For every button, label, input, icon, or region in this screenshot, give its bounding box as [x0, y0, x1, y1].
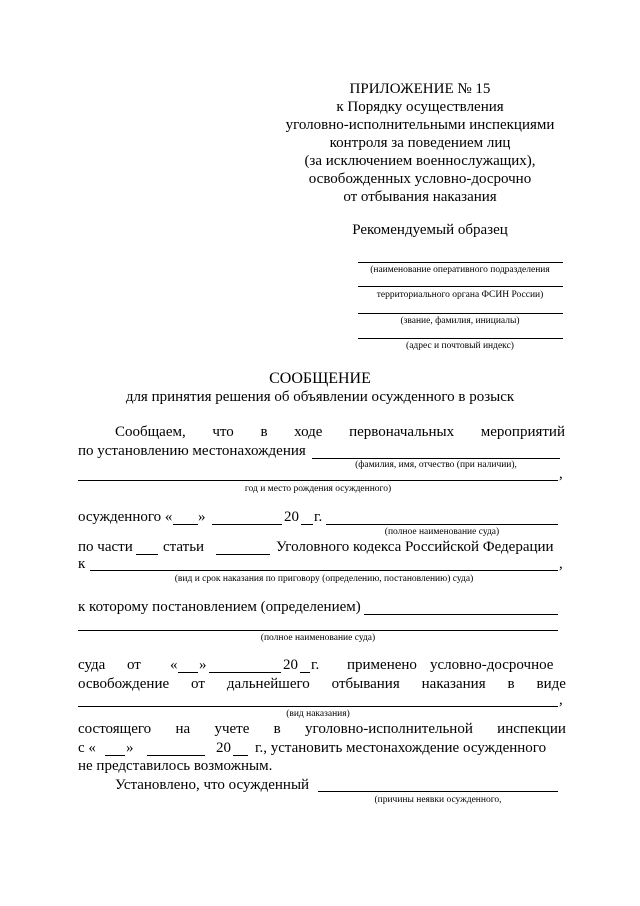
field-caption: (фамилия, имя, отчество (при наличии), — [355, 460, 517, 470]
field-line — [358, 338, 563, 339]
sample-label: Рекомендуемый образец — [352, 222, 508, 238]
appendix-title: ПРИЛОЖЕНИЕ № 15 — [349, 81, 491, 97]
appendix-line: контроля за поведением лиц — [329, 135, 511, 151]
appendix-line: уголовно-исполнительными инспекциями — [285, 117, 555, 133]
fill-line — [300, 672, 310, 673]
field-line — [358, 262, 563, 263]
body-line-2: по установлению местонахождения — [78, 443, 306, 459]
fill-line — [178, 672, 198, 673]
fill-line — [301, 524, 313, 525]
fill-line — [90, 570, 558, 571]
field-caption: территориального органа ФСИН России) — [376, 290, 544, 300]
body-line-8: освобождение от дальнейшего отбывания наказания в виде — [78, 676, 566, 692]
fill-line — [78, 630, 558, 631]
field-caption: (полное наименование суда) — [384, 527, 500, 537]
fill-line — [105, 755, 125, 756]
appendix-header — [270, 80, 570, 206]
field-line — [358, 313, 563, 314]
fill-line — [78, 480, 558, 481]
document-title: СООБЩЕНИЕ — [269, 370, 371, 387]
fill-line — [233, 755, 248, 756]
fill-line — [136, 554, 158, 555]
field-caption: (адрес и почтовый индекс) — [406, 341, 514, 351]
body-line-1: Сообщаем, что в ходе первоначальных мероприятий — [115, 424, 565, 440]
appendix-line: (за исключением военнослужащих), — [304, 153, 536, 169]
fill-line — [212, 524, 282, 525]
fill-line — [318, 791, 558, 792]
fill-line — [326, 524, 558, 525]
field-caption: (полное наименование суда) — [260, 633, 376, 643]
appendix-line: от отбывания наказания — [343, 189, 497, 205]
appendix-line: освобожденных условно-досрочно — [308, 171, 532, 187]
field-caption: (вид наказания) — [286, 709, 350, 719]
fill-line — [216, 554, 270, 555]
fill-line — [312, 458, 560, 459]
field-caption: (звание, фамилия, инициалы) — [400, 316, 520, 326]
field-caption: (вид и срок наказания по приговору (определению, постановлению) суда) — [174, 574, 474, 584]
body-line-9: состоящего на учете в уголовно-исполнительной инспекции — [78, 721, 566, 737]
appendix-line: к Порядку осуществления — [336, 99, 504, 115]
field-line — [358, 286, 563, 287]
field-caption: год и место рождения осужденного) — [244, 484, 392, 494]
fill-line — [78, 706, 558, 707]
fill-line — [173, 524, 198, 525]
document-subtitle: для принятия решения об объявлении осужденного в розыск — [125, 389, 515, 405]
fill-line — [147, 755, 205, 756]
fill-line — [209, 672, 281, 673]
field-caption: (наименование оперативного подразделения — [370, 265, 550, 275]
fill-line — [364, 614, 558, 615]
field-caption: (причины неявки осужденного, — [374, 795, 502, 805]
